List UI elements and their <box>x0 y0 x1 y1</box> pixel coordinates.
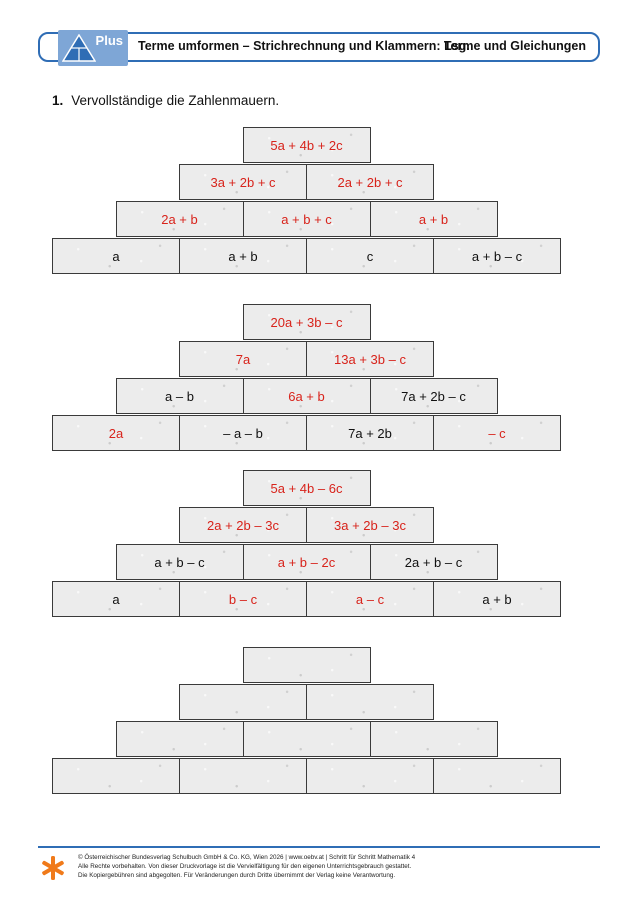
topic-label: Terme und Gleichungen <box>443 39 586 53</box>
footer-line-2: Alle Rechte vorbehalten. Von dieser Druckvorlage ist die Vervielfältigung für den eigenen Unterrichtsgebrauch gestattet. <box>78 863 412 870</box>
task-number: 1. <box>52 93 64 108</box>
task-instruction <box>52 93 279 108</box>
logo-label: Plus <box>95 33 123 48</box>
wall-brick: a + b – c <box>433 238 561 274</box>
wall-brick: 2a + b – c <box>370 544 498 580</box>
wall-brick: a + b <box>370 201 498 237</box>
footer-divider <box>38 846 600 848</box>
wall-brick: 2a + b <box>116 201 244 237</box>
footer-line-3: Die Kopiergebühren sind abgegolten. Für Veränderungen durch Dritte übernimmt der Verlag keine Verantwortung. <box>78 872 396 879</box>
page-title: Terme umformen – Strichrechnung und Klammern: Lsg. <box>138 39 470 53</box>
wall-brick <box>306 758 434 794</box>
wall-brick: – a – b <box>179 415 307 451</box>
wall-brick: b – c <box>179 581 307 617</box>
wall-brick <box>243 721 371 757</box>
wall-brick <box>243 647 371 683</box>
wall-brick: a <box>52 238 180 274</box>
wall-brick <box>179 758 307 794</box>
wall-brick: a <box>52 581 180 617</box>
wall-brick: 2a <box>52 415 180 451</box>
triangle-icon <box>62 34 96 62</box>
wall-brick: 6a + b <box>243 378 371 414</box>
wall-brick: a + b + c <box>243 201 371 237</box>
wall-brick <box>433 758 561 794</box>
wall-brick: c <box>306 238 434 274</box>
wall-brick: 7a <box>179 341 307 377</box>
wall-brick: 7a + 2b – c <box>370 378 498 414</box>
wall-brick: 13a + 3b – c <box>306 341 434 377</box>
wall-brick: a + b – c <box>116 544 244 580</box>
wall-brick: 3a + 2b + c <box>179 164 307 200</box>
wall-brick: 5a + 4b – 6c <box>243 470 371 506</box>
footer-copyright <box>78 853 598 880</box>
wall-brick <box>179 684 307 720</box>
wall-brick: 5a + 4b + 2c <box>243 127 371 163</box>
wall-brick: a + b – 2c <box>243 544 371 580</box>
wall-brick: a + b <box>433 581 561 617</box>
wall-brick: 2a + 2b – 3c <box>179 507 307 543</box>
wall-brick: 20a + 3b – c <box>243 304 371 340</box>
wall-brick: 2a + 2b + c <box>306 164 434 200</box>
page-header <box>38 32 600 62</box>
wall-brick: 3a + 2b – 3c <box>306 507 434 543</box>
wall-brick: – c <box>433 415 561 451</box>
publisher-star-icon <box>40 855 66 881</box>
wall-brick: a – c <box>306 581 434 617</box>
plus-logo <box>58 30 128 66</box>
task-text: Vervollständige die Zahlenmauern. <box>71 93 280 108</box>
footer-line-1: © Österreichischer Bundesverlag Schulbuch GmbH & Co. KG, Wien 2026 | www.oebv.at | Schritt für Schritt Mathematik 4 <box>78 854 416 861</box>
wall-brick <box>306 684 434 720</box>
wall-brick <box>370 721 498 757</box>
wall-brick <box>116 721 244 757</box>
wall-brick: a + b <box>179 238 307 274</box>
wall-brick: 7a + 2b <box>306 415 434 451</box>
wall-brick: a – b <box>116 378 244 414</box>
wall-brick <box>52 758 180 794</box>
